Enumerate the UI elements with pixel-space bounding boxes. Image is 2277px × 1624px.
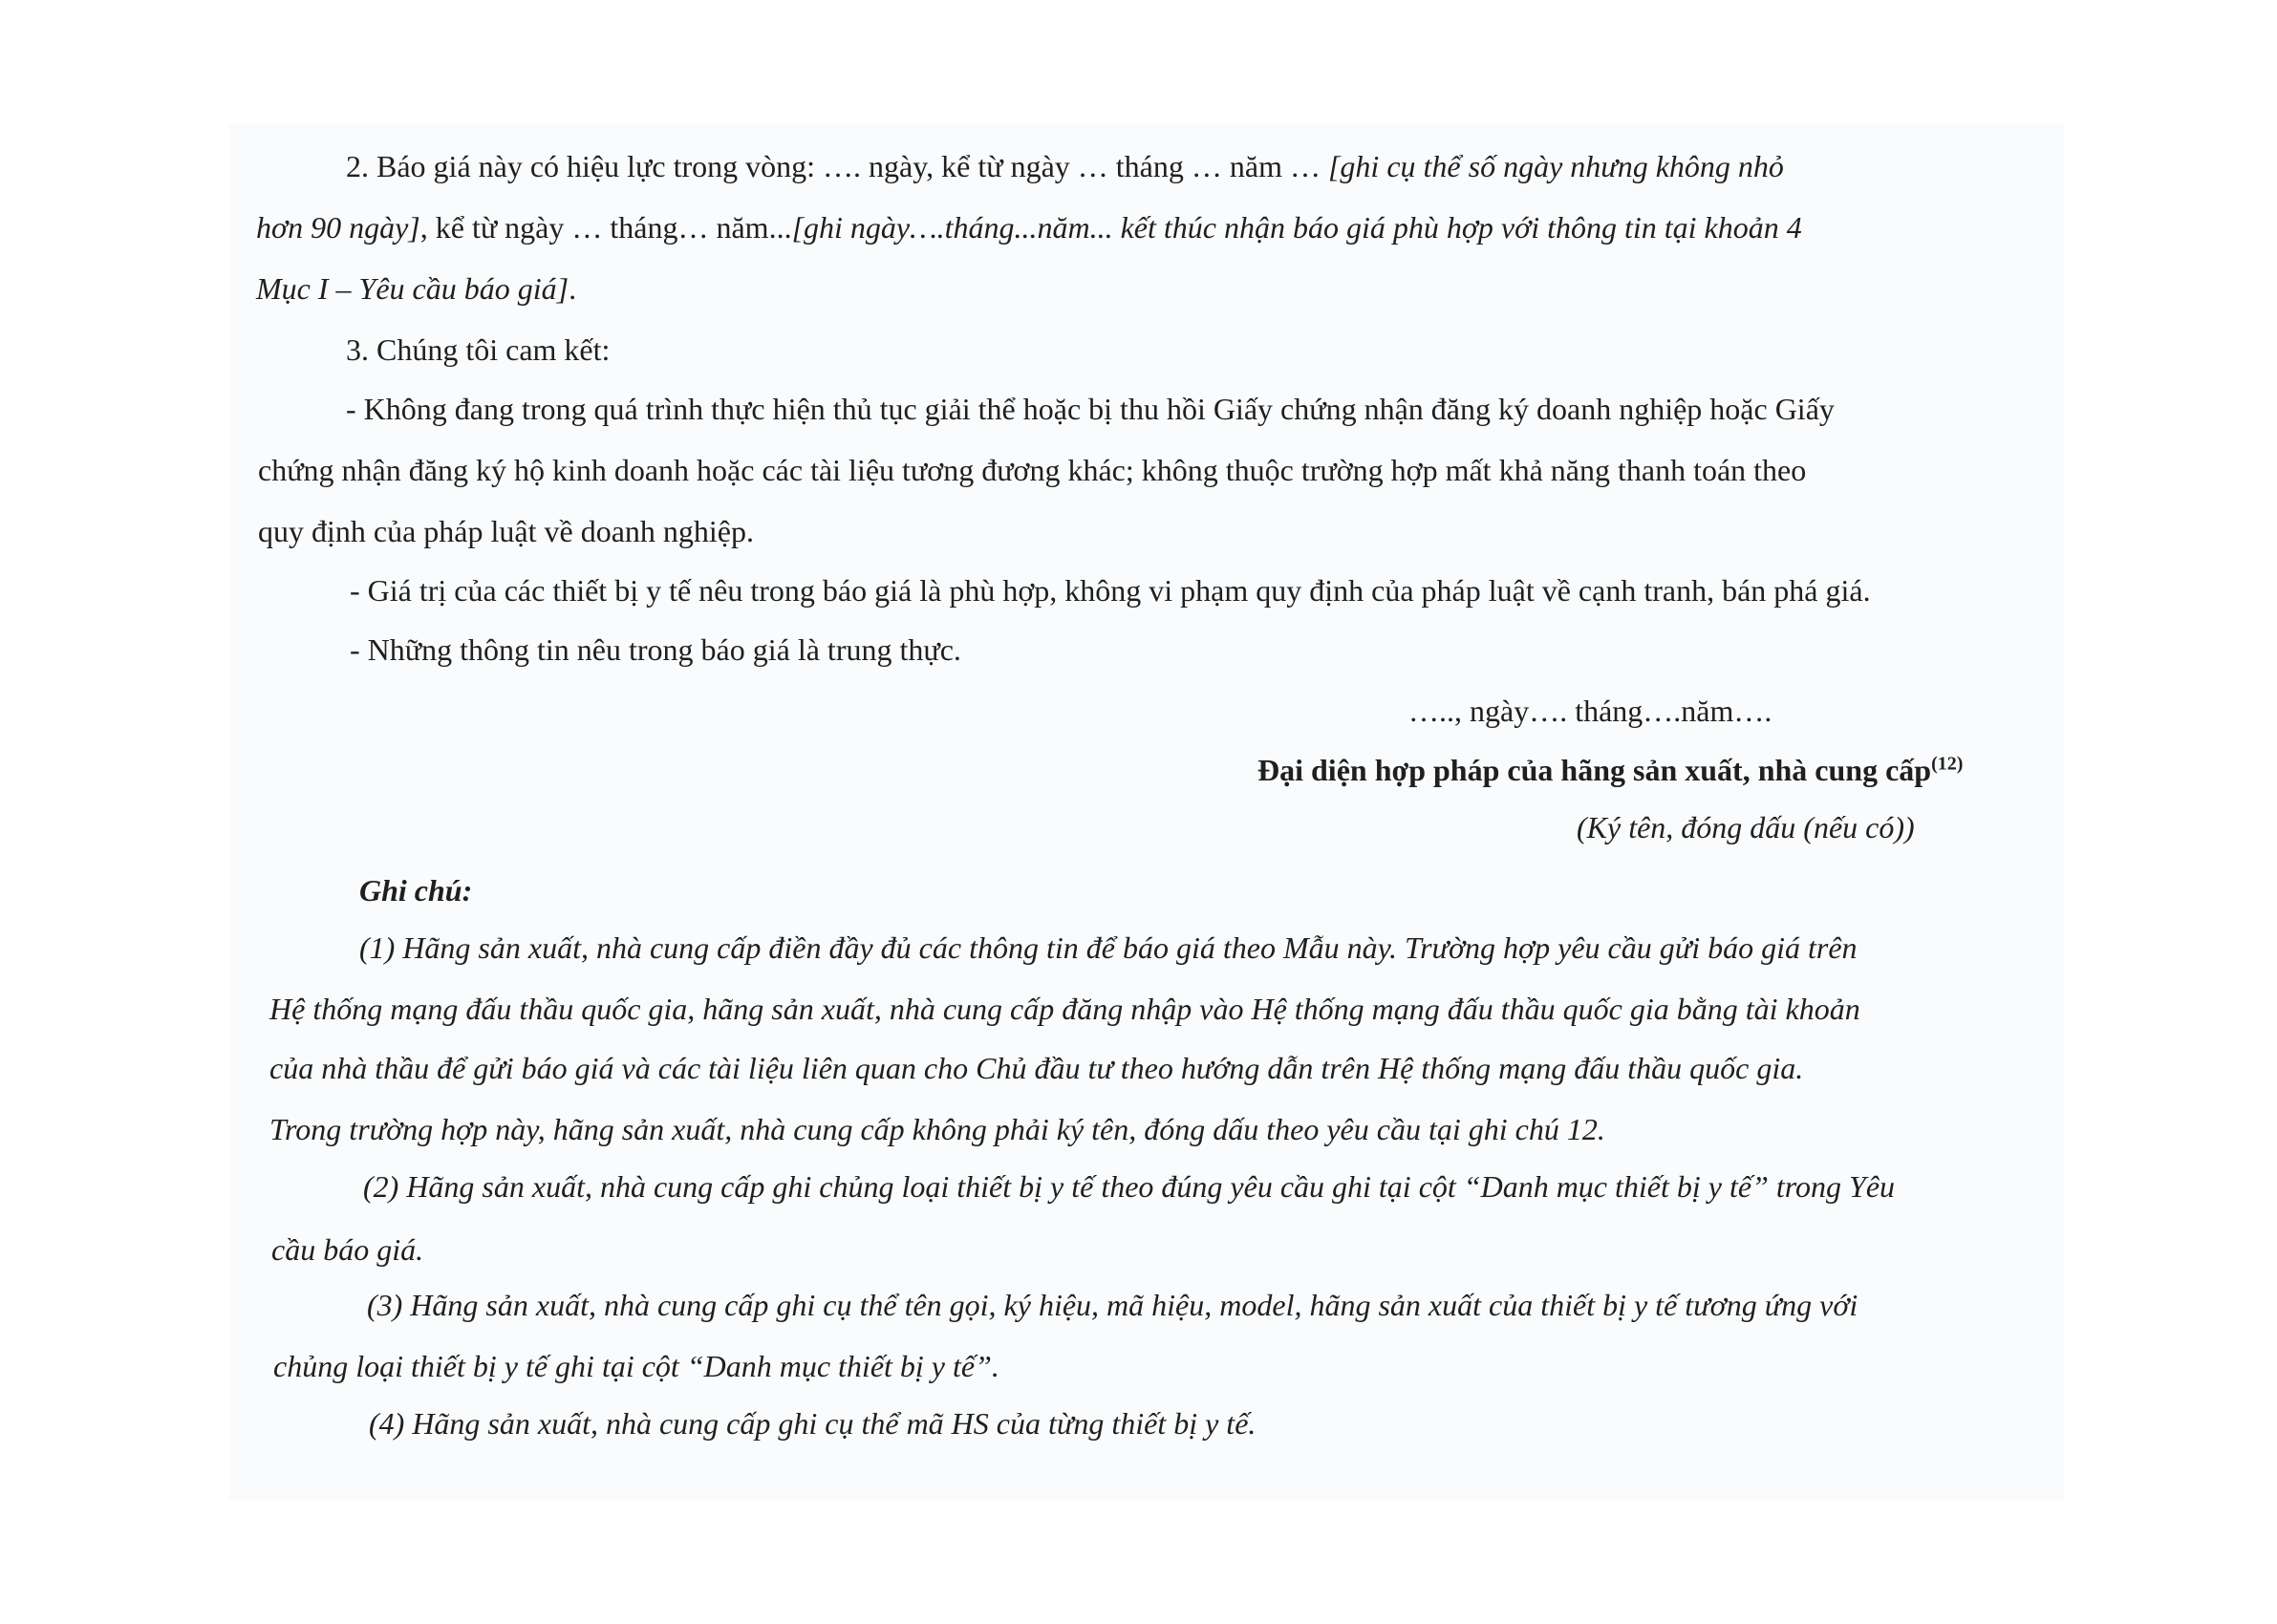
item2-line3 [256,269,576,308]
note-3-line1: (3) Hãng sản xuất, nhà cung cấp ghi cụ thể tên gọi, ký hiệu, mã hiệu, model, hãng sản xuất của thiết bị y tế tương ứng với [367,1288,1858,1322]
item2-line2 [256,208,1802,246]
note-1-line2: Hệ thống mạng đấu thầu quốc gia, hãng sản xuất, nhà cung cấp đăng nhập vào Hệ thống mạng đấu thầu quốc gia bằng tài khoản [269,992,1860,1026]
note-3-line2: chủng loại thiết bị y tế ghi tại cột “Danh mục thiết bị y tế”. [273,1349,999,1383]
commitment-3: - Những thông tin nêu trong báo giá là trung thực. [350,632,961,667]
commitment-1-line1: - Không đang trong quá trình thực hiện thủ tục giải thể hoặc bị thu hồi Giấy chứng nhận đăng ký doanh nghiệp hoặc Giấy [346,392,1835,426]
item2-line2-text: , kể từ ngày … tháng… năm... [419,210,792,245]
commitment-1-line2: chứng nhận đăng ký hộ kinh doanh hoặc các tài liệu tương đương khác; không thuộc trường hợp mất khả năng thanh toán theo [258,453,1807,487]
note-4: (4) Hãng sản xuất, nhà cung cấp ghi cụ thể mã HS của từng thiết bị y tế. [369,1406,1257,1441]
signature-note: (Ký tên, đóng dấu (nếu có)) [1577,810,1915,844]
item2-line2-italic-b: [ghi ngày….tháng...năm... kết thúc nhận báo giá phù hợp với thông tin tại khoản 4 [791,210,1802,245]
signature-title-text: Đại diện hợp pháp của hãng sản xuất, nhà cung cấp [1257,753,1932,787]
note-2-line2: cầu báo giá. [271,1232,424,1267]
item2-line1 [346,147,1784,185]
item2-line3-text: . [569,271,577,306]
note-2-line1: (2) Hãng sản xuất, nhà cung cấp ghi chủng loại thiết bị y tế theo đúng yêu cầu ghi tại cột “Danh mục thiết bị y tế” trong Yêu [363,1169,1896,1204]
signature-footnote-ref: (12) [1931,753,1964,775]
item2-line2-italic-a: hơn 90 ngày] [256,210,420,245]
note-1-line3: của nhà thầu để gửi báo giá và các tài liệu liên quan cho Chủ đầu tư theo hướng dẫn trên Hệ thống mạng đấu thầu quốc gia. [269,1051,1804,1085]
commitment-2: - Giá trị của các thiết bị y tế nêu trong báo giá là phù hợp, không vi phạm quy định của pháp luật về cạnh tranh, bán phá giá. [350,573,1871,608]
item2-line1-italic: [ghi cụ thể số ngày nhưng không nhỏ [1327,149,1784,183]
signature-title [1257,751,1963,789]
item2-line3-italic: Mục I – Yêu cầu báo giá] [256,271,569,306]
item2-line1-text: 2. Báo giá này có hiệu lực trong vòng: …. ngày, kể từ ngày … tháng … năm … [346,149,1328,183]
commitment-1-line3: quy định của pháp luật về doanh nghiệp. [258,514,754,548]
date-line: ….., ngày…. tháng….năm…. [1408,694,1772,728]
item3-heading: 3. Chúng tôi cam kết: [346,332,611,367]
notes-heading: Ghi chú: [359,873,473,908]
note-1-line4: Trong trường hợp này, hãng sản xuất, nhà cung cấp không phải ký tên, đóng dấu theo yêu cầu tại ghi chú 12. [269,1112,1605,1146]
note-1-line1: (1) Hãng sản xuất, nhà cung cấp điền đầy đủ các thông tin để báo giá theo Mẫu này. Trường hợp yêu cầu gửi báo giá trên [359,930,1858,965]
